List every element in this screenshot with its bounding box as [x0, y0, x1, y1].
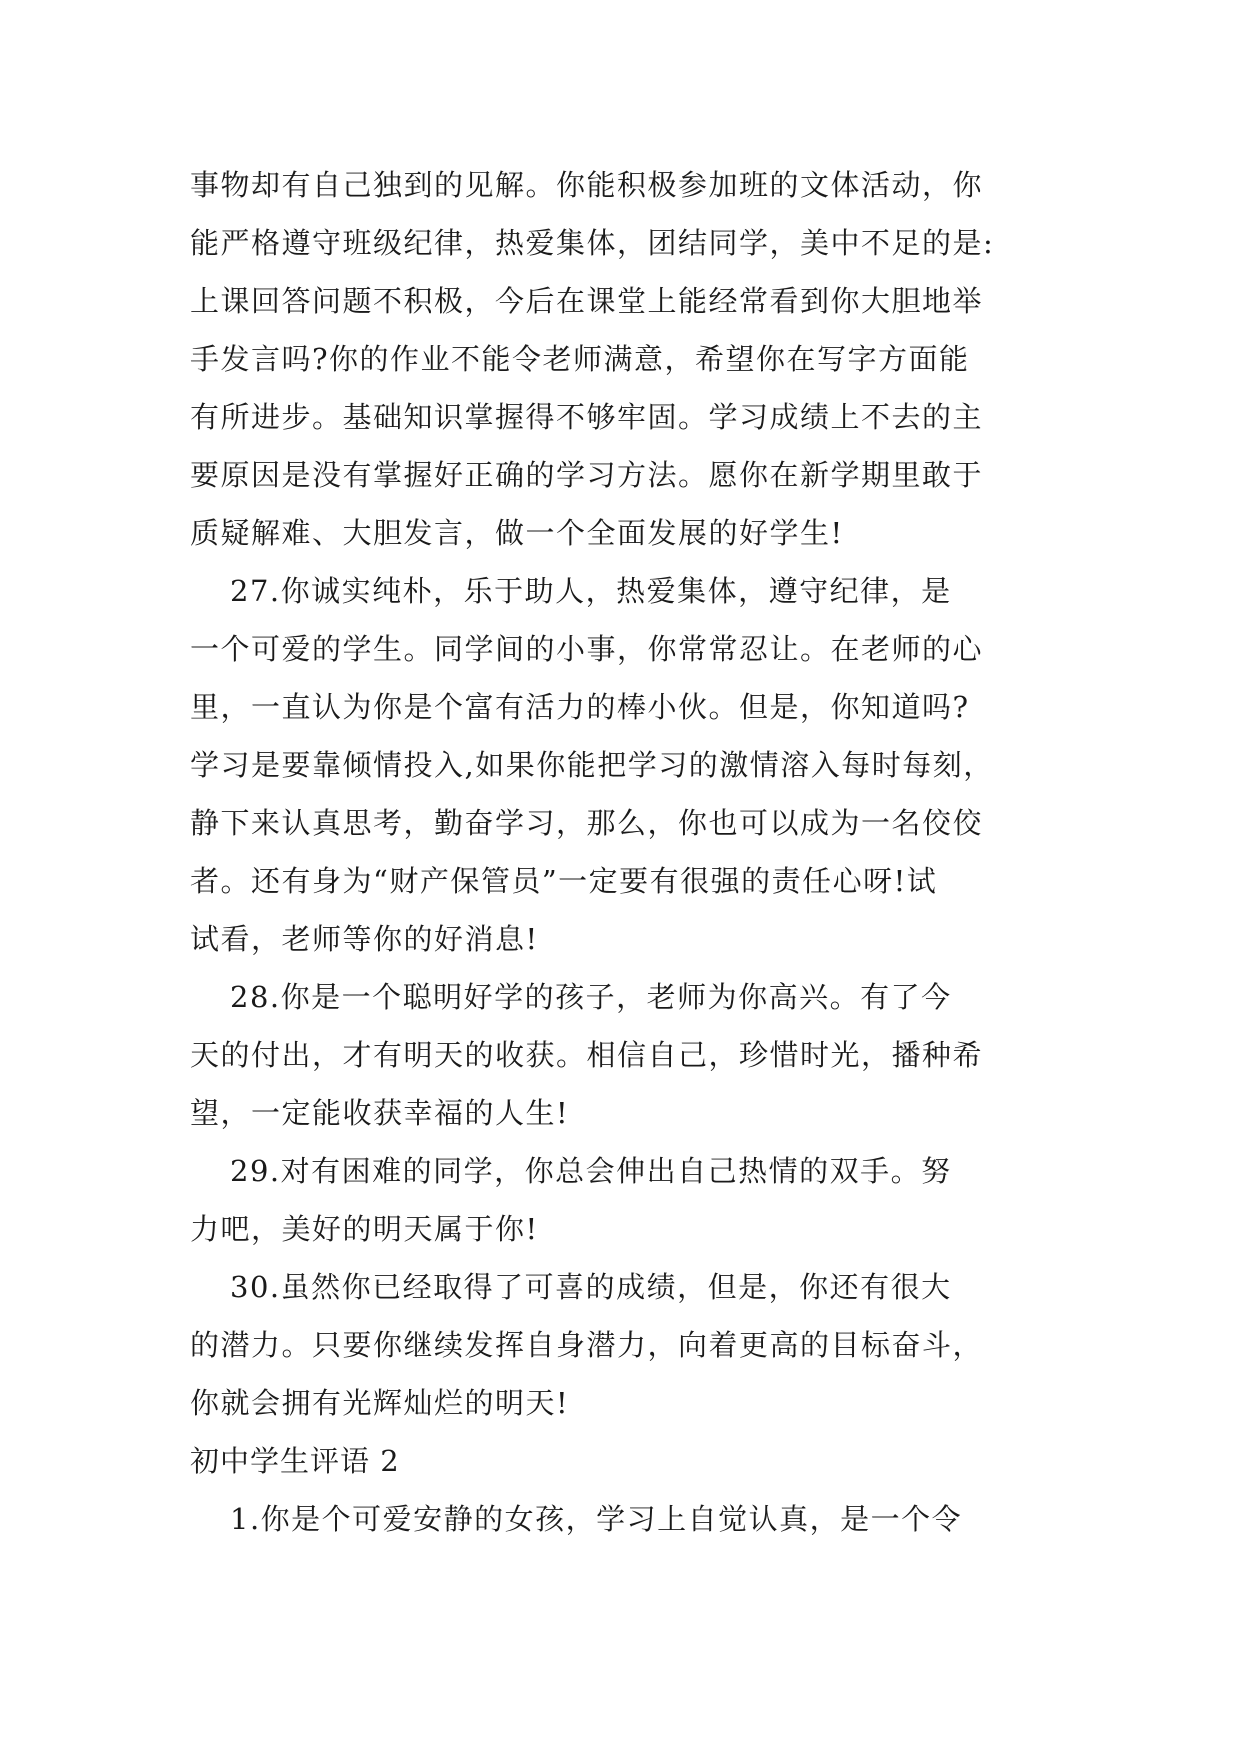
paragraph-line: 力吧，美好的明天属于你!: [190, 1212, 539, 1246]
paragraph-line: 能严格遵守班级纪律，热爱集体，团结同学，美中不足的是:: [190, 226, 995, 260]
paragraph-line: 天的付出，才有明天的收获。相信自己，珍惜时光，播种希: [190, 1038, 984, 1072]
paragraph-line: 事物却有自己独到的见解。你能积极参加班的文体活动，你: [190, 168, 984, 202]
paragraph-line: 要原因是没有掌握好正确的学习方法。愿你在新学期里敢于: [190, 458, 984, 492]
paragraph-line: 你就会拥有光辉灿烂的明天!: [190, 1386, 570, 1420]
paragraph-line: 者。还有身为“财产保管员”一定要有很强的责任心呀!试: [190, 864, 938, 898]
paragraph-line: 手发言吗?你的作业不能令老师满意，希望你在写字方面能: [190, 342, 970, 376]
comment-27-first-line: 27.你诚实纯朴，乐于助人，热爱集体，遵守纪律，是: [230, 574, 952, 608]
comment-30-first-line: 30.虽然你已经取得了可喜的成绩，但是，你还有很大: [230, 1270, 952, 1304]
paragraph-line: 学习是要靠倾情投入,如果你能把学习的激情溶入每时每刻，: [190, 748, 994, 782]
paragraph-line: 试看，老师等你的好消息!: [190, 922, 539, 956]
comment-28-first-line: 28.你是一个聪明好学的孩子，老师为你高兴。有了今: [230, 980, 952, 1014]
document-body: [190, 156, 1070, 1548]
paragraph-line: 上课回答问题不积极，今后在课堂上能经常看到你大胆地举: [190, 284, 984, 318]
paragraph-line: 一个可爱的学生。同学间的小事，你常常忍让。在老师的心: [190, 632, 984, 666]
comment-29-first-line: 29.对有困难的同学，你总会伸出自己热情的双手。努: [230, 1154, 952, 1188]
paragraph-line: 有所进步。基础知识掌握得不够牢固。学习成绩上不去的主: [190, 400, 984, 434]
paragraph-line: 里，一直认为你是个富有活力的棒小伙。但是，你知道吗?: [190, 690, 970, 724]
comment-1-first-line: 1.你是个可爱安静的女孩，学习上自觉认真，是一个令: [230, 1502, 963, 1536]
paragraph-line: 质疑解难、大胆发言，做一个全面发展的好学生!: [190, 516, 844, 550]
paragraph-line: 望，一定能收获幸福的人生!: [190, 1096, 570, 1130]
paragraph-line: 的潜力。只要你继续发挥自身潜力，向着更高的目标奋斗，: [190, 1328, 984, 1362]
paragraph-line: 静下来认真思考，勤奋学习，那么，你也可以成为一名佼佼: [190, 806, 984, 840]
section-heading: 初中学生评语 2: [190, 1444, 400, 1478]
